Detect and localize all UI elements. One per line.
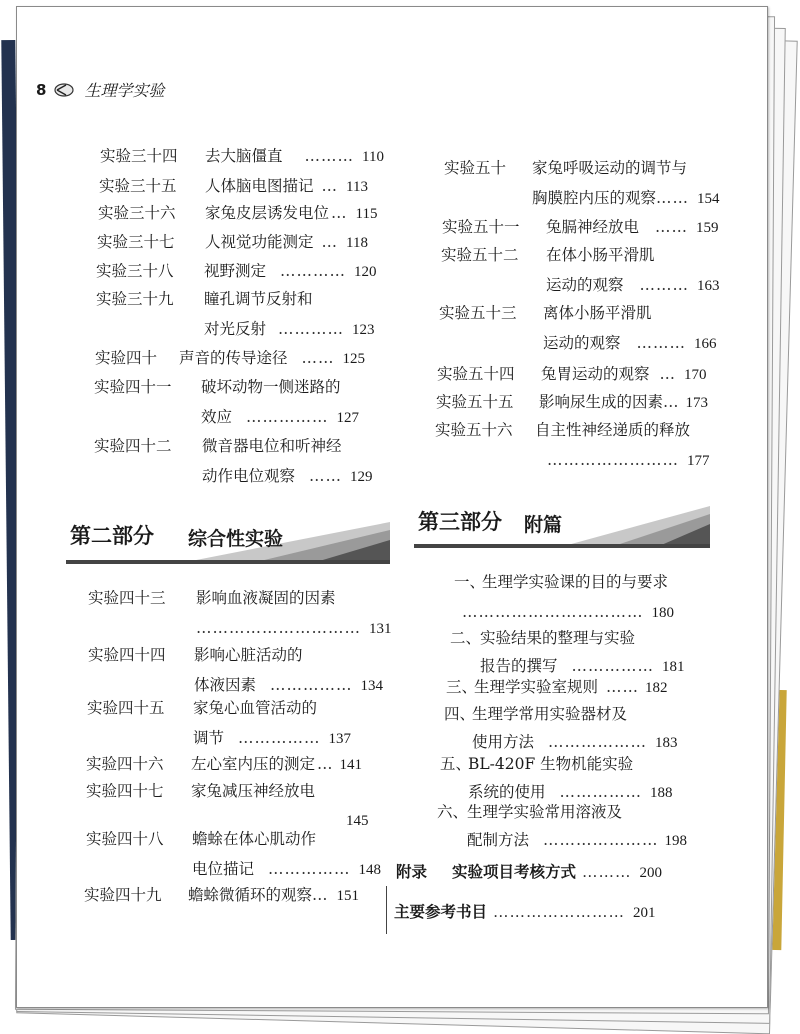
- toc-entry[interactable]: [95, 348, 365, 369]
- entry-title: 生理学实验常用溶液及: [467, 803, 623, 821]
- leader-dots: …: [331, 204, 348, 222]
- entry-page: 201: [633, 905, 656, 921]
- entry-title: BL-420F 生物机能实验: [468, 755, 634, 773]
- entry-page: 125: [342, 351, 366, 367]
- entry-page: 129: [350, 469, 373, 485]
- leader-dots: ……………: [270, 676, 353, 694]
- entry-label: 实验四十七: [86, 782, 164, 800]
- entry-title: 蟾蜍微循环的观察: [188, 886, 313, 904]
- leader-dots: ………: [304, 147, 355, 165]
- entry-title: 在体小肠平滑肌: [546, 246, 655, 264]
- entry-title: 兔胃运动的观察: [541, 365, 650, 383]
- leader-dots: ……………: [246, 408, 329, 426]
- entry-page: 145: [346, 813, 369, 829]
- entry-page: 115: [355, 206, 378, 222]
- references-entry[interactable]: [394, 902, 656, 923]
- toc-entry[interactable]: [100, 146, 384, 167]
- entry-label: 实验四十一: [94, 378, 172, 396]
- toc-entry[interactable]: [441, 245, 720, 296]
- entry-page: 188: [650, 785, 673, 801]
- toc-entry[interactable]: [88, 645, 383, 696]
- entry-page: 163: [697, 278, 720, 294]
- toc-entry[interactable]: [435, 420, 710, 471]
- appendix-title: 实验项目考核方式: [452, 863, 577, 881]
- entry-page: 198: [664, 833, 688, 849]
- part2-label: 第二部分: [70, 524, 154, 548]
- entry-label: 实验三十五: [99, 177, 177, 195]
- leader-dots: …: [321, 177, 339, 195]
- toc-entry[interactable]: [436, 392, 708, 413]
- leader-dots: …: [321, 233, 339, 251]
- toc-entry[interactable]: [442, 217, 719, 238]
- leader-dots: ……………: [238, 729, 321, 747]
- entry-label: 实验四十三: [88, 589, 166, 607]
- entry-page: 127: [336, 410, 360, 426]
- entry-title: 去大脑僵直: [205, 147, 283, 165]
- book-leaf-icon: [54, 80, 74, 100]
- entry-title: 生理学实验课的目的与要求: [482, 573, 669, 591]
- entry-label: 实验五十五: [436, 393, 514, 411]
- appendix-label: 附录: [396, 863, 428, 881]
- entry-title: 自主性神经递质的释放: [535, 421, 691, 439]
- entry-title-cont: 体液因素: [194, 676, 257, 694]
- part3-heading: [414, 500, 714, 552]
- entry-label: 二、: [450, 629, 482, 647]
- entry-page: 110: [362, 149, 384, 165]
- entry-title: 视野测定: [204, 262, 267, 280]
- entry-label: 实验四十六: [86, 755, 164, 773]
- entry-title: 家兔皮层诱发电位: [205, 204, 330, 222]
- entry-title-cont: 系统的使用: [468, 783, 546, 801]
- leader-dots: ………: [582, 863, 632, 881]
- entry-page: 173: [685, 395, 709, 411]
- toc-entry[interactable]: [437, 802, 687, 851]
- leader-dots: ……………: [571, 657, 655, 675]
- entry-title-cont: 动作电位观察: [202, 467, 296, 485]
- leader-dots: ……: [655, 218, 689, 236]
- entry-page: 170: [684, 367, 707, 383]
- entry-title-cont: 胸膜腔内压的观察: [532, 189, 657, 207]
- entry-title: 瞳孔调节反射和: [204, 290, 313, 308]
- entry-title: 离体小肠平滑肌: [543, 304, 652, 322]
- entry-page: 151: [336, 888, 360, 904]
- entry-title-cont: 运动的观察: [543, 334, 621, 352]
- toc-entry[interactable]: [86, 781, 369, 831]
- leader-dots: ……: [309, 467, 343, 485]
- toc-entry[interactable]: [94, 377, 359, 428]
- leader-dots: ………………: [548, 733, 648, 751]
- entry-title: 人视觉功能测定: [205, 233, 314, 251]
- entry-title: 家兔呼吸运动的调节与: [532, 159, 688, 177]
- entry-title: 微音器电位和听神经: [202, 437, 342, 455]
- leader-dots: ……………: [268, 860, 351, 878]
- toc-entry[interactable]: [98, 203, 377, 224]
- toc-entry[interactable]: [97, 232, 368, 253]
- entry-label: 实验五十四: [437, 365, 515, 383]
- entry-page: 131: [369, 621, 392, 637]
- entry-label: 实验四十: [95, 349, 158, 367]
- leader-dots: ……: [606, 678, 640, 696]
- entry-label: 实验三十四: [100, 147, 178, 165]
- part2-heading: [66, 516, 396, 568]
- entry-page: 134: [360, 678, 384, 694]
- entry-page: 166: [694, 336, 717, 352]
- part3-title: 附篇: [524, 514, 563, 536]
- entry-label: 实验三十八: [96, 262, 174, 280]
- entry-label: 实验五十二: [441, 246, 519, 264]
- leader-dots: ……: [656, 189, 690, 207]
- entry-label: 实验三十九: [96, 290, 174, 308]
- entry-title: 影响尿生成的因素: [539, 393, 664, 411]
- leader-dots: ……………: [559, 783, 643, 801]
- entry-page: 154: [697, 191, 720, 207]
- toc-entry[interactable]: [87, 698, 351, 749]
- entry-label: 实验五十三: [439, 304, 517, 322]
- leader-dots: ……………………: [547, 451, 679, 469]
- entry-page: 183: [655, 735, 678, 751]
- entry-title-cont: 报告的撰写: [480, 657, 558, 675]
- leader-dots: …: [312, 886, 329, 904]
- entry-page: 141: [339, 757, 363, 773]
- entry-page: 120: [354, 264, 377, 280]
- entry-label: 实验四十九: [84, 886, 162, 904]
- part3-label: 第三部分: [418, 510, 502, 534]
- entry-title: 左心室内压的测定: [191, 755, 316, 773]
- toc-entry[interactable]: [86, 754, 362, 775]
- entry-title: 家兔心血管活动的: [193, 699, 318, 717]
- toc-entry[interactable]: [84, 885, 359, 906]
- leader-dots: …………………………: [196, 619, 361, 637]
- toc-entry[interactable]: [96, 289, 375, 340]
- entry-label: 五、: [440, 755, 472, 773]
- leader-dots: ……: [301, 349, 335, 367]
- entry-page: 182: [645, 680, 668, 696]
- toc-entry[interactable]: [444, 158, 720, 209]
- toc-entry[interactable]: [450, 628, 685, 677]
- entry-title-cont: 对光反射: [204, 320, 267, 338]
- entry-title: 家兔减压神经放电: [191, 782, 316, 800]
- entry-label: 一、: [454, 573, 486, 591]
- leader-dots: …: [663, 393, 680, 411]
- leader-dots: …: [317, 755, 334, 773]
- toc-entry[interactable]: [439, 303, 717, 354]
- entry-label: 四、: [444, 705, 476, 723]
- toc-entry[interactable]: [446, 677, 668, 698]
- leader-dots: …: [659, 365, 677, 383]
- entry-label: 实验四十五: [87, 699, 165, 717]
- entry-title: 人体脑电图描记: [205, 177, 314, 195]
- entry-label: 实验四十四: [88, 646, 166, 664]
- toc-entry[interactable]: [454, 572, 674, 623]
- leader-dots: …………: [280, 262, 347, 280]
- running-header: [36, 78, 164, 101]
- entry-page: 177: [687, 453, 710, 469]
- leader-dots: …………………: [543, 831, 659, 849]
- entry-page: 123: [352, 322, 375, 338]
- entry-label: 实验四十八: [86, 830, 164, 848]
- leader-dots: ……………………: [493, 903, 626, 921]
- toc-entry[interactable]: [88, 588, 392, 639]
- entry-label: 实验三十六: [98, 204, 176, 222]
- page-number: 8: [36, 80, 47, 99]
- entry-title-cont: 使用方法: [472, 733, 535, 751]
- toc-entry[interactable]: [94, 436, 373, 487]
- entry-title-cont: 运动的观察: [546, 276, 624, 294]
- entry-title: 兔膈神经放电: [546, 218, 640, 236]
- references-title: 主要参考书目: [394, 903, 488, 921]
- toc-entry[interactable]: [96, 261, 377, 282]
- appendix-entry[interactable]: [396, 862, 662, 883]
- entry-label: 实验四十二: [94, 437, 172, 455]
- entry-page: 118: [346, 235, 368, 251]
- entry-label: 实验五十一: [442, 218, 520, 236]
- entry-title: 生理学常用实验器材及: [472, 705, 628, 723]
- entry-label: 实验五十: [444, 159, 507, 177]
- entry-title-cont: 效应: [201, 408, 233, 426]
- entry-page: 180: [651, 605, 674, 621]
- book-title: 生理学实验: [84, 81, 165, 100]
- entry-title: 蟾蜍在体心肌动作: [192, 830, 317, 848]
- entry-title: 实验结果的整理与实验: [480, 629, 636, 647]
- part2-title: 综合性实验: [188, 528, 284, 550]
- entry-page: 159: [696, 220, 719, 236]
- entry-page: 148: [358, 862, 382, 878]
- entry-title-cont: 电位描记: [192, 860, 255, 878]
- entry-page: 200: [639, 865, 663, 881]
- entry-label: 三、: [446, 678, 478, 696]
- entry-title: 声音的传导途径: [179, 349, 288, 367]
- entry-title: 影响心脏活动的: [194, 646, 303, 664]
- toc-entry[interactable]: [99, 176, 368, 197]
- toc-entry[interactable]: [444, 704, 678, 753]
- entry-title: 影响血液凝固的因素: [196, 589, 336, 607]
- entry-label: 实验三十七: [97, 233, 175, 251]
- entry-page: 181: [662, 659, 685, 675]
- entry-label: 实验五十六: [435, 421, 513, 439]
- leader-dots: ………: [636, 334, 687, 352]
- entry-title-cont: 配制方法: [467, 831, 530, 849]
- leader-dots: ………: [639, 276, 690, 294]
- column-rule: [386, 886, 387, 934]
- entry-title: 生理学实验室规则: [474, 678, 599, 696]
- entry-page: 113: [346, 179, 368, 195]
- entry-page: 137: [328, 731, 352, 747]
- leader-dots: ……………………………: [462, 603, 644, 621]
- toc-entry[interactable]: [440, 754, 673, 803]
- toc-entry[interactable]: [86, 829, 381, 880]
- entry-title: 破坏动物一侧迷路的: [201, 378, 341, 396]
- leader-dots: …………: [278, 320, 345, 338]
- entry-title-cont: 调节: [193, 729, 225, 747]
- toc-entry[interactable]: [437, 364, 707, 385]
- entry-label: 六、: [437, 803, 469, 821]
